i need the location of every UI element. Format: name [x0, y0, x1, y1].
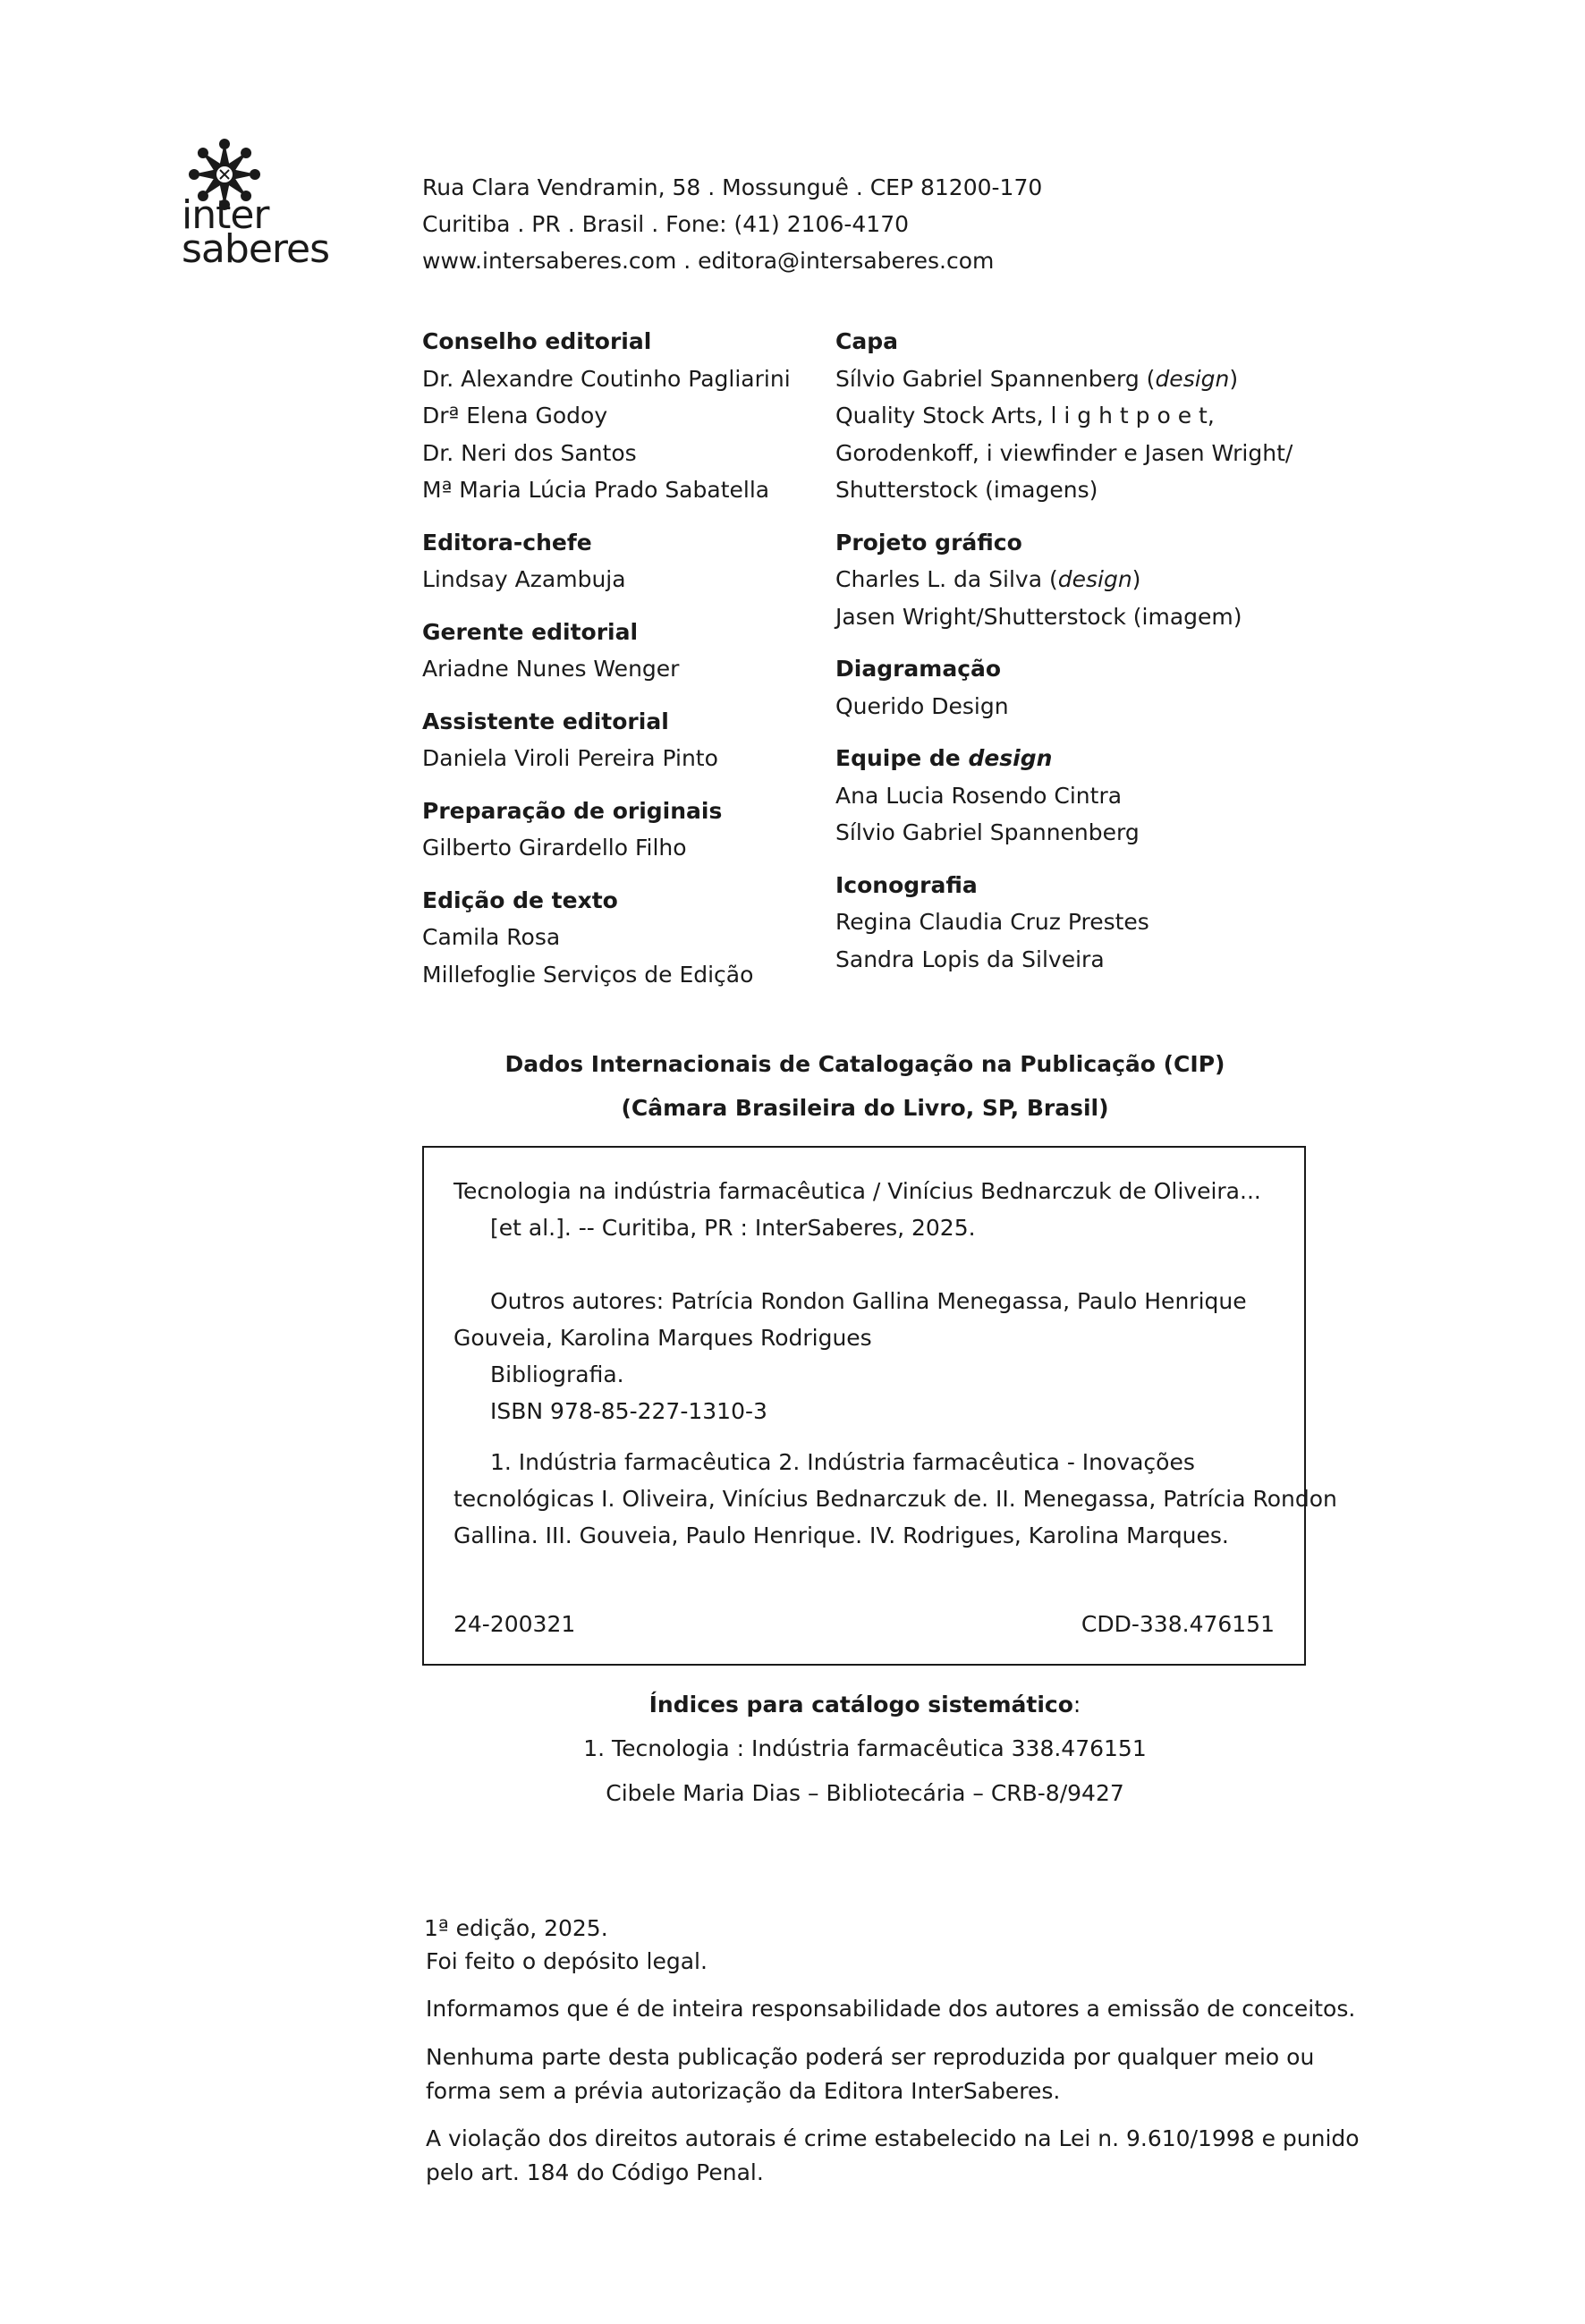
equipe-title-prefix: Equipe de — [835, 745, 969, 771]
edicao-title: Edição de texto — [422, 886, 618, 913]
assistente-title: Assistente editorial — [422, 708, 669, 734]
equipe-name-1: Ana Lucia Rosendo Cintra — [835, 782, 1123, 809]
cip-line-2: [et al.]. -- Curitiba, PR : InterSaberes, 2025. — [490, 1215, 976, 1241]
cip-line-7: 1. Indústria farmacêutica 2. Indústria farmacêutica - Inovações — [490, 1449, 1195, 1475]
indices-title-text: Índices para catálogo sistemático — [648, 1692, 1073, 1718]
projeto-line-2: Jasen Wright/Shutterstock (imagem) — [835, 603, 1242, 630]
address-line-3: www.intersaberes.com . editora@intersaberes.com — [422, 248, 995, 274]
cip-number: 24-200321 — [453, 1611, 576, 1637]
indices-entry: 1. Tecnologia : Indústria farmacêutica 338.476151 — [583, 1735, 1147, 1761]
gerente-name: Ariadne Nunes Wenger — [422, 656, 680, 682]
footer-deposit: Foi feito o depósito legal. — [426, 1948, 708, 1974]
projeto-designer: Charles L. da Silva ( — [835, 566, 1058, 592]
conselho-name-3: Dr. Neri dos Santos — [422, 439, 637, 466]
footer-reproduction-2: forma sem a prévia autorização da Editora InterSaberes. — [426, 2078, 1061, 2104]
cip-line-1: Tecnologia na indústria farmacêutica / Vinícius Bednarczuk de Oliveira... — [453, 1178, 1261, 1204]
capa-line-4: Shutterstock (imagens) — [835, 477, 1098, 503]
edicao-name-1: Camila Rosa — [422, 924, 561, 950]
capa-design-italic: design — [1155, 365, 1230, 392]
address-line-2: Curitiba . PR . Brasil . Fone: (41) 2106-4170 — [422, 211, 910, 237]
credits-right-column — [835, 323, 1301, 978]
iconografia-title: Iconografia — [835, 871, 978, 898]
credits-left-column — [422, 323, 834, 993]
edicao-name-2: Millefoglie Serviços de Edição — [422, 961, 754, 988]
projeto-design-italic: design — [1057, 566, 1132, 592]
capa-paren-close: ) — [1229, 365, 1239, 392]
diagramacao-title: Diagramação — [835, 656, 1002, 682]
conselho-title: Conselho editorial — [422, 328, 652, 354]
projeto-title: Projeto gráfico — [835, 529, 1022, 556]
gerente-title: Gerente editorial — [422, 618, 639, 645]
capa-line-1 — [835, 360, 1301, 398]
editora-title: Editora-chefe — [422, 529, 592, 556]
footer-reproduction-1: Nenhuma parte desta publicação poderá ser reproduzida por qualquer meio ou — [426, 2044, 1315, 2070]
capa-designer: Sílvio Gabriel Spannenberg ( — [835, 365, 1156, 392]
projeto-paren-close: ) — [1132, 566, 1141, 592]
capa-line-2: Quality Stock Arts, l i g h t p o e t, — [835, 403, 1215, 428]
indices-title — [422, 1686, 1308, 1723]
preparacao-title: Preparação de originais — [422, 797, 723, 824]
cip-line-4: Gouveia, Karolina Marques Rodrigues — [453, 1325, 872, 1351]
cip-line-5: Bibliografia. — [490, 1361, 624, 1387]
footer-responsibility: Informamos que é de inteira responsabilidade dos autores a emissão de conceitos. — [426, 1996, 1356, 2022]
capa-line-3: Gorodenkoff, i viewfinder e Jasen Wright/ — [835, 439, 1293, 466]
conselho-name-4: Mª Maria Lúcia Prado Sabatella — [422, 477, 770, 503]
equipe-name-2: Sílvio Gabriel Spannenberg — [835, 819, 1140, 845]
intersaberes-logo — [179, 139, 349, 273]
indices-title-colon: : — [1072, 1692, 1081, 1718]
conselho-name-2: Drª Elena Godoy — [422, 403, 608, 428]
preparacao-name: Gilberto Girardello Filho — [422, 835, 687, 861]
footer-edition: 1ª edição, 2025. — [424, 1915, 608, 1941]
iconografia-name-1: Regina Claudia Cruz Prestes — [835, 909, 1149, 935]
cip-line-9: Gallina. III. Gouveia, Paulo Henrique. IV. Rodrigues, Karolina Marques. — [453, 1522, 1229, 1548]
capa-title: Capa — [835, 328, 898, 354]
footer-violation-1: A violação dos direitos autorais é crime estabelecido na Lei n. 9.610/1998 e punido — [426, 2125, 1360, 2151]
equipe-title-italic: design — [968, 745, 1053, 771]
cip-line-8: tecnológicas I. Oliveira, Vinícius Bednarczuk de. II. Menegassa, Patrícia Rondon — [453, 1486, 1337, 1512]
cip-title: Dados Internacionais de Catalogação na Publicação (CIP) — [504, 1051, 1225, 1077]
cip-line-6: ISBN 978-85-227-1310-3 — [490, 1398, 767, 1424]
assistente-name: Daniela Viroli Pereira Pinto — [422, 745, 718, 771]
address-line-1: Rua Clara Vendramin, 58 . Mossunguê . CEP 81200-170 — [422, 174, 1043, 200]
iconografia-name-2: Sandra Lopis da Silveira — [835, 946, 1105, 972]
indices-librarian: Cibele Maria Dias – Bibliotecária – CRB-8/9427 — [606, 1780, 1124, 1806]
equipe-title — [835, 740, 1301, 777]
editora-name: Lindsay Azambuja — [422, 566, 626, 592]
logo-text-saberes: saberes — [182, 226, 330, 272]
cip-record-box — [422, 1146, 1337, 1666]
conselho-name-1: Dr. Alexandre Coutinho Pagliarini — [422, 365, 791, 392]
footer-violation-2: pelo art. 184 do Código Penal. — [426, 2159, 764, 2185]
cip-line-3: Outros autores: Patrícia Rondon Gallina Menegassa, Paulo Henrique — [490, 1288, 1247, 1314]
logo-text-inter: inter — [182, 192, 269, 238]
diagramacao-name: Querido Design — [835, 692, 1009, 719]
projeto-line-1 — [835, 561, 1301, 598]
cip-subtitle: (Câmara Brasileira do Livro, SP, Brasil) — [621, 1095, 1109, 1121]
cip-cdd: CDD-338.476151 — [1081, 1611, 1275, 1637]
